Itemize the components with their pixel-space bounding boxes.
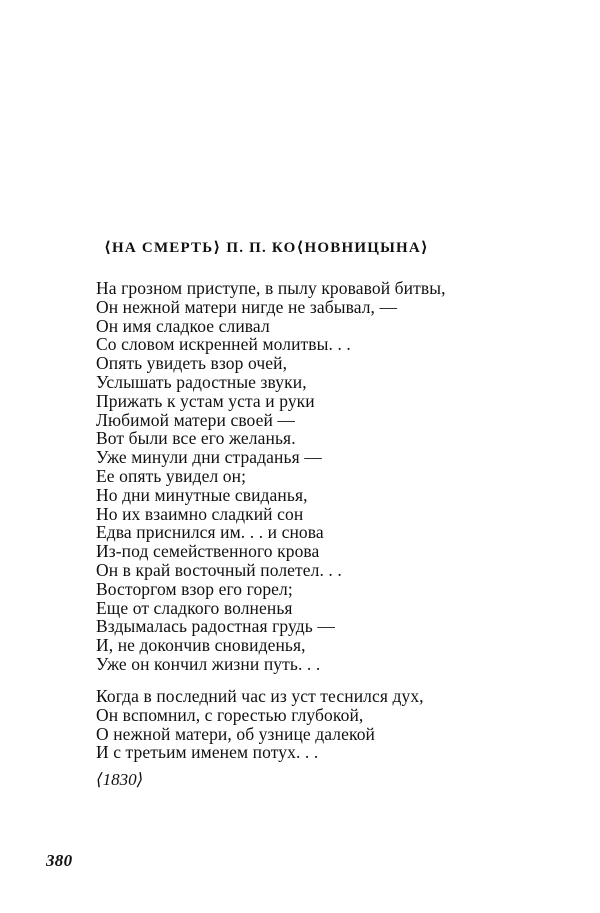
poem-line: Уже минули дни страданья —: [96, 447, 322, 468]
poem-line: И с третьим именем потух. . .: [96, 742, 319, 763]
poem-line: Услышать радостные звуки,: [96, 371, 307, 392]
poem-line: Но их взаимно сладкий сон: [96, 503, 304, 524]
poem-line: Со словом искренней молитвы. . .: [96, 334, 351, 355]
poem-line: Он вспомнил, с горестью глубокой,: [96, 704, 364, 725]
poem-line: Ее опять увидел он;: [96, 465, 247, 486]
stanza-1: [96, 279, 536, 674]
poem-line: Вздымалась радостная грудь —: [96, 616, 335, 637]
poem-line: Прижать к устам уста и руки: [96, 390, 315, 411]
poem-line: Вот были все его желанья.: [96, 428, 296, 449]
page-number: 380: [46, 851, 73, 870]
poem-line: Когда в последний час из уст теснился дух,: [96, 686, 424, 706]
stanza-2: [96, 687, 536, 762]
poem-line: Он имя сладкое сливал: [96, 315, 270, 336]
poem-line: Опять увидеть взор очей,: [96, 353, 288, 374]
poem-line: Уже он кончил жизни путь. . .: [96, 653, 321, 674]
poem-line: Он нежной матери нигде не забывал, —: [96, 296, 398, 317]
poem-line: Восторгом взор его горел;: [96, 578, 293, 599]
poem-date: ⟨1830⟩: [96, 770, 144, 789]
poem-line: Он в край восточный полетел. . .: [96, 559, 342, 580]
poem-line: Еще от сладкого волненья: [96, 597, 293, 618]
poem-line: И, не докончив сновиденья,: [96, 635, 306, 656]
poem-title: ⟨НА СМЕРТЬ⟩ П. П. КО⟨НОВНИЦЫНА⟩: [104, 240, 429, 256]
poem-line: Едва приснился им. . . и снова: [96, 522, 324, 543]
poem-line: Но дни минутные свиданья,: [96, 484, 308, 505]
poem-line: На грозном приступе, в пылу кровавой битвы,: [96, 278, 446, 298]
poem-line: Любимой матери своей —: [96, 409, 296, 430]
poem-line: О нежной матери, об узнице далекой: [96, 723, 376, 744]
poem-line: Из-под семейственного крова: [96, 541, 320, 562]
